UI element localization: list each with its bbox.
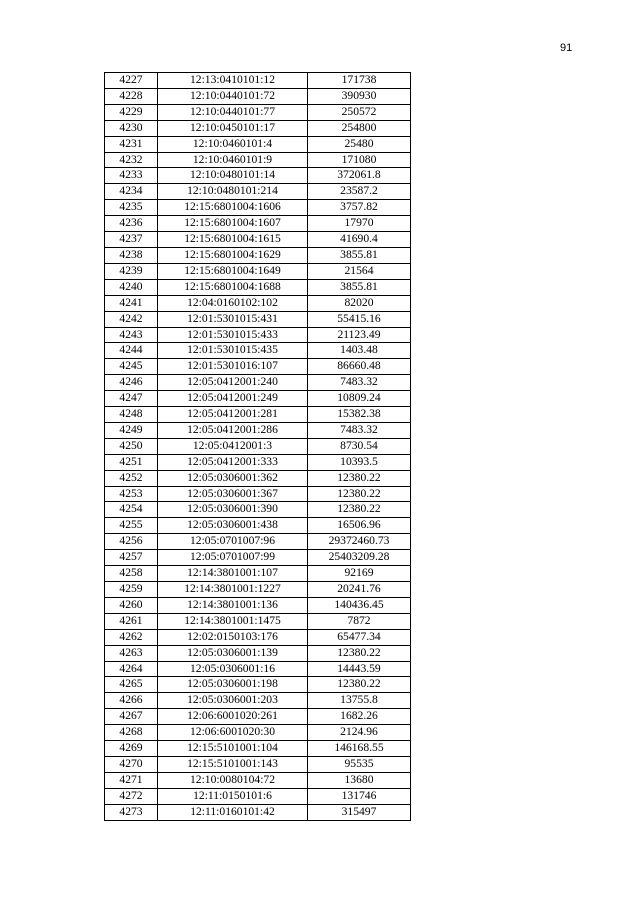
cadastral-number-cell: 12:01:5301015:433	[158, 327, 308, 343]
table-row	[105, 88, 411, 104]
table-row	[105, 677, 411, 693]
value-cell: 1403.48	[308, 343, 411, 359]
row-index-cell: 4228	[105, 88, 158, 104]
cadastral-number-cell: 12:01:5301015:431	[158, 311, 308, 327]
table-row	[105, 168, 411, 184]
row-index-cell: 4273	[105, 804, 158, 820]
table-row	[105, 454, 411, 470]
row-index-cell: 4240	[105, 279, 158, 295]
row-index-cell: 4271	[105, 772, 158, 788]
table-row	[105, 279, 411, 295]
value-cell: 12380.22	[308, 645, 411, 661]
row-index-cell: 4253	[105, 486, 158, 502]
row-index-cell: 4261	[105, 613, 158, 629]
cadastral-number-cell: 12:05:0306001:438	[158, 518, 308, 534]
cadastral-number-cell: 12:10:0440101:77	[158, 104, 308, 120]
cadastral-number-cell: 12:15:6801004:1606	[158, 200, 308, 216]
value-cell: 17970	[308, 216, 411, 232]
table-row	[105, 407, 411, 423]
row-index-cell: 4238	[105, 247, 158, 263]
value-cell: 12380.22	[308, 502, 411, 518]
value-cell: 3855.81	[308, 247, 411, 263]
table-row	[105, 200, 411, 216]
page-number: 91	[560, 42, 573, 54]
value-cell: 15382.38	[308, 407, 411, 423]
table-row	[105, 788, 411, 804]
table-row	[105, 311, 411, 327]
row-index-cell: 4246	[105, 375, 158, 391]
row-index-cell: 4267	[105, 709, 158, 725]
table-row	[105, 725, 411, 741]
data-table	[104, 72, 411, 821]
table-row	[105, 343, 411, 359]
cadastral-number-cell: 12:05:0306001:367	[158, 486, 308, 502]
value-cell: 315497	[308, 804, 411, 820]
table-row	[105, 104, 411, 120]
cadastral-number-cell: 12:05:0701007:99	[158, 550, 308, 566]
cadastral-number-cell: 12:15:5101001:104	[158, 741, 308, 757]
row-index-cell: 4266	[105, 693, 158, 709]
table-row	[105, 756, 411, 772]
table-row	[105, 327, 411, 343]
table-row	[105, 613, 411, 629]
value-cell: 7483.32	[308, 422, 411, 438]
table-row	[105, 502, 411, 518]
value-cell: 7872	[308, 613, 411, 629]
cadastral-number-cell: 12:14:3801001:1475	[158, 613, 308, 629]
row-index-cell: 4268	[105, 725, 158, 741]
value-cell: 55415.16	[308, 311, 411, 327]
table-row	[105, 597, 411, 613]
value-cell: 95535	[308, 756, 411, 772]
row-index-cell: 4248	[105, 407, 158, 423]
row-index-cell: 4237	[105, 232, 158, 248]
table-row	[105, 709, 411, 725]
value-cell: 21123.49	[308, 327, 411, 343]
row-index-cell: 4263	[105, 645, 158, 661]
table-row	[105, 645, 411, 661]
cadastral-number-cell: 12:13:0410101:12	[158, 73, 308, 89]
value-cell: 12380.22	[308, 470, 411, 486]
table-row	[105, 804, 411, 820]
row-index-cell: 4257	[105, 550, 158, 566]
table-row	[105, 772, 411, 788]
cadastral-number-cell: 12:15:5101001:143	[158, 756, 308, 772]
cadastral-number-cell: 12:15:6801004:1615	[158, 232, 308, 248]
table-row	[105, 438, 411, 454]
cadastral-number-cell: 12:15:6801004:1629	[158, 247, 308, 263]
row-index-cell: 4239	[105, 263, 158, 279]
cadastral-number-cell: 12:05:0412001:240	[158, 375, 308, 391]
value-cell: 12380.22	[308, 486, 411, 502]
cadastral-number-cell: 12:14:3801001:1227	[158, 582, 308, 598]
cadastral-number-cell: 12:01:5301016:107	[158, 359, 308, 375]
value-cell: 2124.96	[308, 725, 411, 741]
row-index-cell: 4230	[105, 120, 158, 136]
value-cell: 12380.22	[308, 677, 411, 693]
table-row	[105, 216, 411, 232]
cadastral-number-cell: 12:10:0480101:14	[158, 168, 308, 184]
table-row	[105, 295, 411, 311]
table-row	[105, 73, 411, 89]
table-row	[105, 422, 411, 438]
row-index-cell: 4269	[105, 741, 158, 757]
row-index-cell: 4243	[105, 327, 158, 343]
row-index-cell: 4252	[105, 470, 158, 486]
value-cell: 65477.34	[308, 629, 411, 645]
row-index-cell: 4262	[105, 629, 158, 645]
row-index-cell: 4249	[105, 422, 158, 438]
table-row	[105, 247, 411, 263]
table-row	[105, 184, 411, 200]
row-index-cell: 4265	[105, 677, 158, 693]
value-cell: 146168.55	[308, 741, 411, 757]
table-row	[105, 486, 411, 502]
row-index-cell: 4254	[105, 502, 158, 518]
table-row	[105, 470, 411, 486]
cadastral-number-cell: 12:10:0080104:72	[158, 772, 308, 788]
row-index-cell: 4241	[105, 295, 158, 311]
table-row	[105, 359, 411, 375]
cadastral-number-cell: 12:11:0150101:6	[158, 788, 308, 804]
table-row	[105, 375, 411, 391]
cadastral-number-cell: 12:05:0306001:198	[158, 677, 308, 693]
table-body	[105, 73, 411, 821]
value-cell: 23587.2	[308, 184, 411, 200]
cadastral-number-cell: 12:05:0412001:3	[158, 438, 308, 454]
table-row	[105, 582, 411, 598]
cadastral-number-cell: 12:05:0412001:249	[158, 391, 308, 407]
cadastral-number-cell: 12:10:0450101:17	[158, 120, 308, 136]
cadastral-number-cell: 12:05:0306001:16	[158, 661, 308, 677]
value-cell: 25403209.28	[308, 550, 411, 566]
value-cell: 82020	[308, 295, 411, 311]
row-index-cell: 4234	[105, 184, 158, 200]
value-cell: 7483.32	[308, 375, 411, 391]
cadastral-number-cell: 12:05:0306001:203	[158, 693, 308, 709]
table-row	[105, 550, 411, 566]
row-index-cell: 4256	[105, 534, 158, 550]
value-cell: 3855.81	[308, 279, 411, 295]
table-row	[105, 120, 411, 136]
value-cell: 10809.24	[308, 391, 411, 407]
cadastral-number-cell: 12:14:3801001:107	[158, 566, 308, 582]
value-cell: 13755.8	[308, 693, 411, 709]
table-row	[105, 566, 411, 582]
value-cell: 10393.5	[308, 454, 411, 470]
cadastral-number-cell: 12:05:0306001:362	[158, 470, 308, 486]
row-index-cell: 4264	[105, 661, 158, 677]
cadastral-number-cell: 12:10:0480101:214	[158, 184, 308, 200]
value-cell: 20241.76	[308, 582, 411, 598]
row-index-cell: 4242	[105, 311, 158, 327]
row-index-cell: 4245	[105, 359, 158, 375]
cadastral-number-cell: 12:05:0306001:390	[158, 502, 308, 518]
cadastral-number-cell: 12:15:6801004:1688	[158, 279, 308, 295]
value-cell: 131746	[308, 788, 411, 804]
row-index-cell: 4233	[105, 168, 158, 184]
table-row	[105, 693, 411, 709]
value-cell: 21564	[308, 263, 411, 279]
value-cell: 1682.26	[308, 709, 411, 725]
value-cell: 29372460.73	[308, 534, 411, 550]
row-index-cell: 4251	[105, 454, 158, 470]
row-index-cell: 4244	[105, 343, 158, 359]
cadastral-number-cell: 12:10:0440101:72	[158, 88, 308, 104]
value-cell: 250572	[308, 104, 411, 120]
row-index-cell: 4235	[105, 200, 158, 216]
cadastral-number-cell: 12:06:6001020:30	[158, 725, 308, 741]
cadastral-number-cell: 12:14:3801001:136	[158, 597, 308, 613]
row-index-cell: 4236	[105, 216, 158, 232]
value-cell: 25480	[308, 136, 411, 152]
row-index-cell: 4259	[105, 582, 158, 598]
row-index-cell: 4232	[105, 152, 158, 168]
value-cell: 3757.82	[308, 200, 411, 216]
table-row	[105, 741, 411, 757]
table-row	[105, 391, 411, 407]
value-cell: 171080	[308, 152, 411, 168]
cadastral-number-cell: 12:15:6801004:1649	[158, 263, 308, 279]
table-row	[105, 263, 411, 279]
cadastral-number-cell: 12:04:0160102:102	[158, 295, 308, 311]
cadastral-number-cell: 12:02:0150103:176	[158, 629, 308, 645]
table-row	[105, 534, 411, 550]
row-index-cell: 4231	[105, 136, 158, 152]
cadastral-number-cell: 12:10:0460101:4	[158, 136, 308, 152]
cadastral-number-cell: 12:05:0412001:286	[158, 422, 308, 438]
value-cell: 372061.8	[308, 168, 411, 184]
value-cell: 254800	[308, 120, 411, 136]
row-index-cell: 4258	[105, 566, 158, 582]
cadastral-number-cell: 12:01:5301015:435	[158, 343, 308, 359]
table-row	[105, 152, 411, 168]
value-cell: 92169	[308, 566, 411, 582]
cadastral-number-cell: 12:05:0701007:96	[158, 534, 308, 550]
value-cell: 16506.96	[308, 518, 411, 534]
cadastral-number-cell: 12:10:0460101:9	[158, 152, 308, 168]
cadastral-number-cell: 12:05:0412001:281	[158, 407, 308, 423]
value-cell: 390930	[308, 88, 411, 104]
row-index-cell: 4227	[105, 73, 158, 89]
cadastral-number-cell: 12:05:0412001:333	[158, 454, 308, 470]
cadastral-number-cell: 12:15:6801004:1607	[158, 216, 308, 232]
cadastral-number-cell: 12:11:0160101:42	[158, 804, 308, 820]
row-index-cell: 4229	[105, 104, 158, 120]
value-cell: 41690.4	[308, 232, 411, 248]
row-index-cell: 4260	[105, 597, 158, 613]
cadastral-number-cell: 12:05:0306001:139	[158, 645, 308, 661]
table-row	[105, 232, 411, 248]
cadastral-number-cell: 12:06:6001020:261	[158, 709, 308, 725]
row-index-cell: 4250	[105, 438, 158, 454]
row-index-cell: 4272	[105, 788, 158, 804]
row-index-cell: 4247	[105, 391, 158, 407]
table-row	[105, 136, 411, 152]
value-cell: 14443.59	[308, 661, 411, 677]
value-cell: 171738	[308, 73, 411, 89]
row-index-cell: 4270	[105, 756, 158, 772]
value-cell: 13680	[308, 772, 411, 788]
row-index-cell: 4255	[105, 518, 158, 534]
table-row	[105, 518, 411, 534]
table-row	[105, 661, 411, 677]
value-cell: 140436.45	[308, 597, 411, 613]
value-cell: 8730.54	[308, 438, 411, 454]
table-row	[105, 629, 411, 645]
value-cell: 86660.48	[308, 359, 411, 375]
